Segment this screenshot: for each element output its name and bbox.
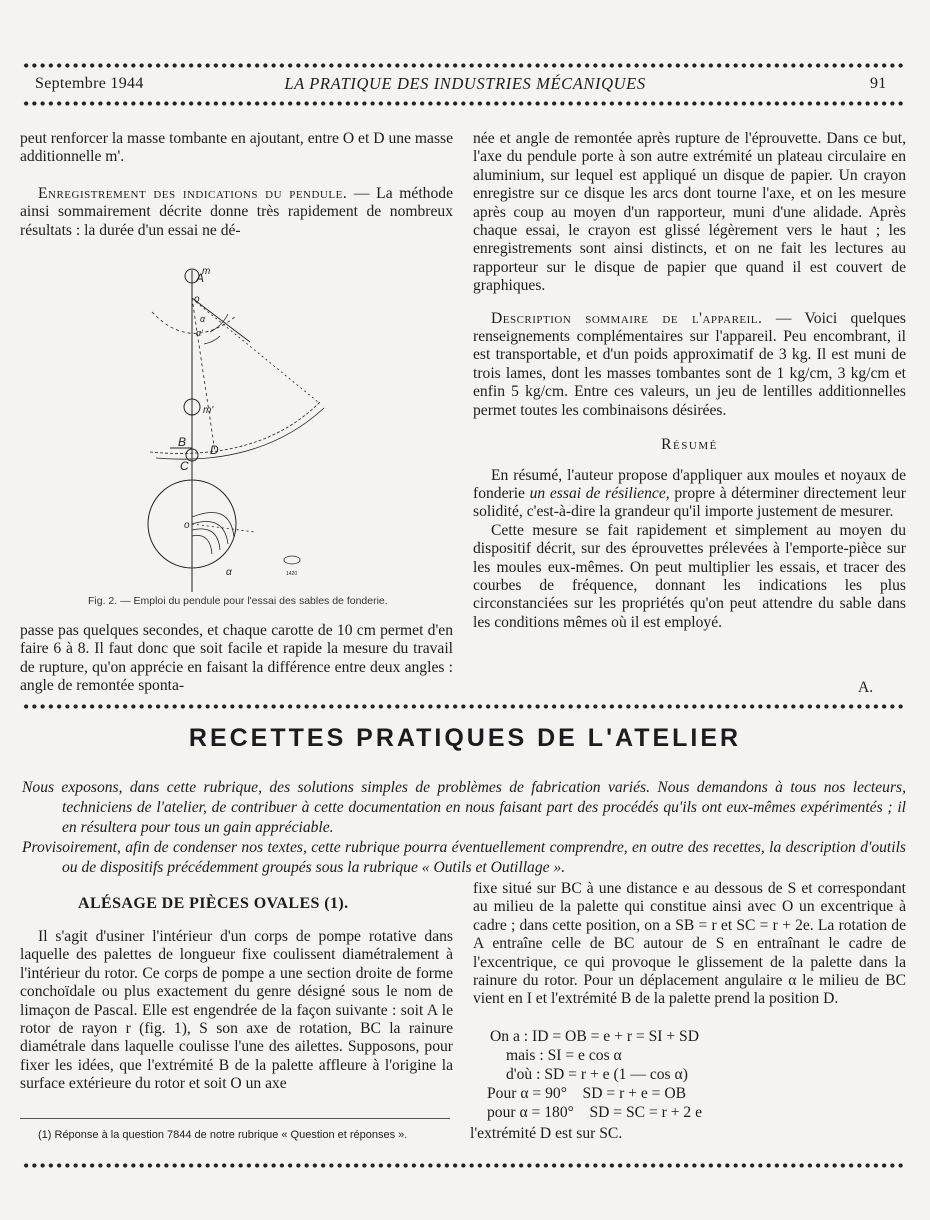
fig-label-o: o — [194, 294, 200, 305]
formula-line: mais : SI = e cos α — [506, 1047, 622, 1064]
paragraph-text: propre à déterminer directement leur solidité, c'est-à-dire la grandeur qu'il importe justement de mesurer. — [473, 484, 906, 521]
fig-label-alpha-prime: α' — [196, 328, 203, 338]
record-arc — [192, 535, 212, 554]
paragraph: fixe situé sur BC à une distance e au dessous de S et correspondant au milieu de la palette qui constitue ainsi avec O un excentrique à cadre ; dans cette position, on a SB = r et SC = r + 2e. La rotation de A entraîne celle de BC autour de S en entraînant le cadre de l'excentrique, ce qui provoque le glissement de la palette dans la rainure du rotor. Pour un déplacement angulaire α le milieu de BC vient en I et l'extrémité B de la palette prend la position D. — [473, 880, 906, 1008]
bottom-dotted-rule — [22, 1163, 906, 1168]
arc-large — [150, 402, 320, 453]
figure-caption: Fig. 2. — Emploi du pendule pour l'essai des sables de fonderie. — [88, 595, 388, 607]
fig-label-alpha-lower: α — [226, 567, 232, 578]
resume-title: Résumé — [661, 436, 718, 454]
angle-alpha-prime — [204, 336, 220, 344]
top-dotted-rule — [22, 63, 906, 68]
fig-label-o-lower: o — [184, 520, 190, 531]
stamp-mark — [284, 556, 300, 564]
paragraph — [473, 467, 906, 522]
section-heading: Enregistrement des indications du pendule. — [38, 184, 348, 202]
emphasis: un essai de résilience, — [529, 484, 670, 502]
journal-title: LA PRATIQUE DES INDUSTRIES MÉCANIQUES — [284, 74, 646, 93]
formula-line: Pour α = 90° SD = r + e = OB — [487, 1085, 687, 1102]
fig-label-b: B — [178, 435, 187, 449]
fig-label-m-prime: m' — [203, 405, 214, 416]
fig-label-d: D — [210, 443, 219, 457]
formula-line: pour α = 180° SD = SC = r + 2 e — [487, 1104, 703, 1121]
recettes-intro — [22, 778, 906, 878]
paragraph-text: — La méthode ainsi sommairement décrite donne très rapidement de nombreux résultats : la durée d'un essai ne dé- — [20, 184, 453, 239]
paragraph — [473, 310, 906, 420]
paragraph: née et angle de remontée après rupture de l'éprouvette. Dans ce but, l'axe du pendule porte à son autre extrémité un plateau circulaire en aluminium, sur lequel est appliqué un disque de papier. Un crayon enregistre sur ce disque les arcs dont tourne l'axe, et on les mesure après coup au moyen d'un rapporteur, muni d'une alidade. Après chaque essai, le crayon est glissé légèrement vers le haut ; les enregistrements sont ainsi distincts, et on ne fait les lectures au rapporteur sur le disque de papier que quand il est couvert de graphiques. — [473, 130, 906, 295]
intro-paragraph: Nous exposons, dans cette rubrique, des solutions simples de problèmes de fabrication variés. Nous demandons à tous nos lecteurs, techniciens de l'atelier, de contribuer à cette documentation en nous faisant part des procédés qu'ils ont eux-mêmes expérimentés ; il en résultera pour tous un gain appréciable. — [22, 779, 906, 836]
swing-line-dashed — [196, 302, 318, 402]
section-heading: Description sommaire de l'appareil. — [491, 309, 763, 327]
recettes-title: RECETTES PRATIQUES DE L'ATELIER — [188, 724, 742, 752]
paragraph: Il s'agit d'usiner l'intérieur d'un corps de pompe rotative dans laquelle des palettes de longueur fixe coulissent diamétralement à l'intérieur du rotor. Ce corps de pompe a une section droite de forme conchoïdale ou plus exactement du genre désigné sous le nom de limaçon de Pascal. Elle est engendrée de la façon suivante : soit A le rotor de rayon r (fig. 1), S son axe de rotation, BC la rainure diamétrale dans laquelle coulisse l'une des ailettes. Supposons, pour fixer les idées, que l'extrémité B de la palette affleure à l'origine la surface extérieure du rotor et soit O un axe — [20, 928, 453, 1093]
intro-paragraph: Provisoirement, afin de condenser nos textes, cette rubrique pourra éventuellement comprendre, en outre des recettes, la description d'outils ou de dispositifs précédemment groupés sous la rubrique « Outils et Outillage ». — [22, 839, 906, 876]
fig-label-a: A — [196, 271, 205, 285]
section-dotted-rule — [22, 704, 906, 709]
paragraph: peut renforcer la masse tombante en ajoutant, entre O et D une masse additionnelle m'. — [20, 130, 453, 166]
footnote: (1) Réponse à la question 7844 de notre rubrique « Question et réponses ». — [38, 1129, 408, 1141]
alesage-left-column — [20, 928, 453, 1094]
alesage-title: ALÉSAGE DE PIÈCES OVALES (1). — [78, 895, 349, 912]
paragraph: l'extrémité D est sur SC. — [470, 1125, 623, 1142]
paragraph: Cette mesure se fait rapidement et simplement au moyen du dispositif décrit, sur des éprouvettes prélevées à l'emporte-pièce sur les moules eux-mêmes. On peut multiplier les essais, et tracer des courbes de fréquence, donnant les indications les plus circonstanciées sur les propriétés qu'on peut attendre du sable dans les conditions mêmes où il est employé. — [473, 521, 906, 631]
fig-label-m: m — [202, 266, 211, 277]
fig-label-c: C — [180, 459, 189, 473]
paragraph-text: — Voici quelques renseignements complémentaires sur l'appareil. Peu encombrant, il est transportable, et d'un poids approximatif de 3 kg. Il est muni de trois lames, dont les masses tombantes sont de 1 kg/cm, 3 kg/cm et enfin 5 kg/cm. Entre ces valeurs, un jeu de lentilles additionnelles permet toutes les combinaisons désirées. — [473, 309, 906, 419]
signature: A. — [858, 679, 874, 696]
right-column-top — [473, 130, 906, 632]
formula-line: d'où : SD = r + e (1 — cos α) — [506, 1066, 688, 1083]
pendulum-figure — [140, 262, 340, 592]
page-number: 91 — [870, 75, 887, 92]
paragraph-text: En résumé, l'auteur propose d'appliquer aux moules et noyaux de fonderie — [473, 466, 906, 502]
record-arc — [192, 529, 220, 550]
footnote-rule — [20, 1118, 450, 1119]
arc-large-outer — [156, 408, 324, 459]
alesage-right-column — [473, 880, 906, 1009]
left-column-bottom — [20, 622, 453, 696]
fig-stamp-number: 1420 — [286, 571, 298, 577]
paragraph — [20, 185, 453, 240]
fig-label-alpha: α — [200, 314, 206, 324]
header-date: Septembre 1944 — [35, 75, 144, 92]
left-column-top — [20, 130, 453, 240]
header-dotted-rule — [22, 101, 906, 106]
paragraph: passe pas quelques secondes, et chaque carotte de 10 cm permet d'en faire 6 à 8. Il faut donc que soit facile et rapide la mesure du travail de rupture, qu'on apprécie en faisant la différence entre deux angles : angle de remontée sponta- — [20, 622, 453, 695]
formula-line: On a : ID = OB = e + r = SI + SD — [490, 1028, 699, 1045]
